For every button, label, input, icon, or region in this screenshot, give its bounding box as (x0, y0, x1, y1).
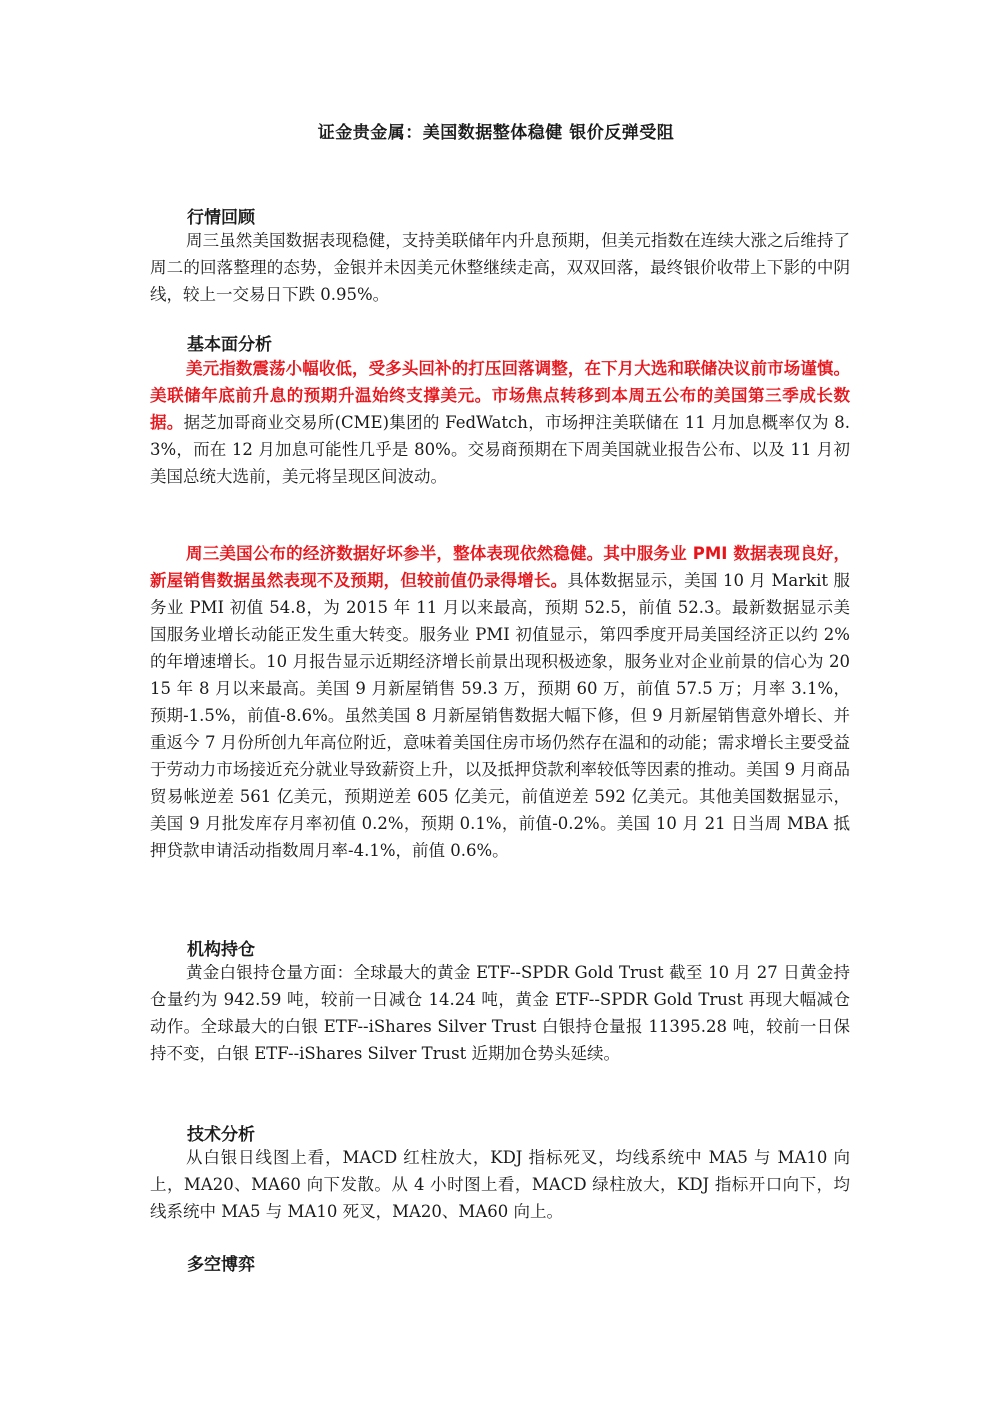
paragraph-text: 具体数据显示，美国 10 月 Markit 服务业 PMI 初值 54.8，为 2015 年 11 月以来最高，预期 52.5，前值 52.3。最新数据显示美国服务业增长动能正发生重大转变。服务业 PMI 初值显示，第四季度开局美国经济正以约 2%的年增速增长。10 月报告显示近期经济增长前景出现积极迹象，服务业对企业前景的信心为 2015 年 8 月以来最高。美国 9 月新屋销售 59.3 万，预期 60 万，前值 57.5 万；月率 3.1%，预期-1.5%，前值-8.6%。虽然美国 8 月新屋销售数据大幅下修，但 9 月新屋销售意外增长、并重返今 7 月份所创九年高位附近，意味着美国住房市场仍然存在温和的动能；需求增长主要受益于劳动力市场接近充分就业导致薪资上升，以及抵押贷款利率较低等因素的推动。美国 9 月商品贸易帐逆差 561 亿美元，预期逆差 605 亿美元，前值逆差 592 亿美元。其他美国数据显示，美国 9 月批发库存月率初值 0.2%，预期 0.1%，前值-0.2%。美国 10 月 21 日当周 MBA 抵押贷款申请活动指数周月率-4.1%，前值 0.6%。 (150, 571, 850, 860)
paragraph-fundamentals-us-data (150, 540, 850, 864)
paragraph-text: 黄金白银持仓量方面：全球最大的黄金 ETF--SPDR Gold Trust 截至 10 月 27 日黄金持仓量约为 942.59 吨，较前一日减仓 14.24 吨，黄金 ETF--SPDR Gold Trust 再现大幅减仓动作。全球最大的白银 ETF--iShares Silver Trust 白银持仓量报 11395.28 吨，较前一日保持不变，白银 ETF--iShares Silver Trust 近期加仓势头延续。 (150, 963, 850, 1063)
paragraph-text: 据芝加哥商业交易所(CME)集团的 FedWatch，市场押注美联储在 11 月加息概率仅为 8.3%，而在 12 月加息可能性几乎是 80%。交易商预期在下周美国就业报告公布、以及 11 月初美国总统大选前，美元将呈现区间波动。 (150, 413, 851, 486)
paragraph-text: 从白银日线图上看，MACD 红柱放大，KDJ 指标死叉，均线系统中 MA5 与 MA10 向上，MA20、MA60 向下发散。从 4 小时图上看，MACD 绿柱放大，KDJ 指标开口向下，均线系统中 MA5 与 MA10 死叉，MA20、MA60 向上。 (150, 1148, 850, 1221)
paragraph-highlight: 美元指数震荡小幅收低，受多头回补的打压回落调整，在下月大选和联储决议前市场谨慎。美联储年底前升息的预期升温始终支撑美元。市场焦点转移到本周五公布的美国第三季成长数据。 (150, 359, 850, 432)
section-heading-long-short: 多空博弈 (187, 1255, 255, 1275)
paragraph-technical (150, 1144, 850, 1225)
paragraph-market-review (150, 227, 850, 308)
section-heading-fundamentals: 基本面分析 (187, 335, 272, 355)
paragraph-fundamentals-dollar (150, 355, 850, 490)
section-heading-technical: 技术分析 (187, 1125, 255, 1145)
paragraph-holdings (150, 959, 850, 1067)
section-heading-market-review: 行情回顾 (187, 208, 255, 228)
paragraph-text: 周三虽然美国数据表现稳健，支持美联储年内升息预期，但美元指数在连续大涨之后维持了周二的回落整理的态势，金银并未因美元休整继续走高，双双回落，最终银价收带上下影的中阴线，较上一交易日下跌 0.95%。 (150, 231, 850, 304)
document-title: 证金贵金属：美国数据整体稳健 银价反弹受阻 (317, 123, 675, 143)
paragraph-highlight: 周三美国公布的经济数据好坏参半，整体表现依然稳健。其中服务业 PMI 数据表现良好，新屋销售数据虽然表现不及预期，但较前值仍录得增长。 (150, 544, 850, 590)
section-heading-holdings: 机构持仓 (187, 940, 255, 960)
